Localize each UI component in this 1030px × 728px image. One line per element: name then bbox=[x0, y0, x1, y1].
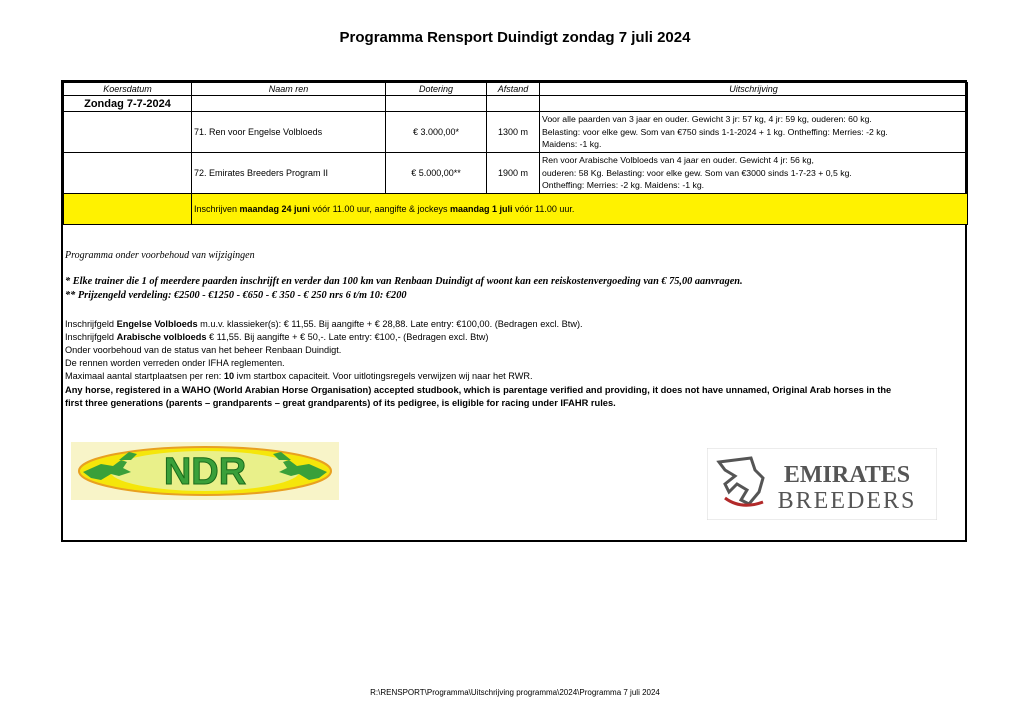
condition-line: Belasting: voor elke gew. Som van €750 sinds 1-1-2024 + 1 kg. Ontheffing: Merries: -2 kg. bbox=[542, 126, 888, 137]
race-distance: 1300 m bbox=[487, 112, 540, 153]
emirates-breeders-logo bbox=[707, 448, 937, 520]
ndr-logo bbox=[71, 442, 339, 500]
header-naam-ren: Naam ren bbox=[192, 83, 386, 96]
startbox-note: Maximaal aantal startplaatsen per ren: 10 ivm startbox capaciteit. Voor uitlotingsregels verwijzen wij naar het RWR. bbox=[65, 371, 533, 381]
race-name: 71. Ren voor Engelse Volbloeds bbox=[192, 112, 386, 153]
disclaimer: Programma onder voorbehoud van wijzigingen bbox=[65, 250, 255, 261]
program-frame bbox=[61, 80, 967, 542]
condition-line: Voor alle paarden van 3 jaar en ouder. Gewicht 3 jr: 57 kg, 4 jr: 59 kg, ouderen: 60 kg. bbox=[542, 114, 872, 125]
notes-section bbox=[65, 250, 965, 410]
trainer-travel-note: * Elke trainer die 1 of meerdere paarden inschrijft en verder dan 100 km van Renbaan Duindigt af woont kan een reiskostenvergoeding van € 75,00 aanvragen. bbox=[65, 276, 743, 287]
race-name: 72. Emirates Breeders Program II bbox=[192, 153, 386, 194]
race-distance: 1900 m bbox=[487, 153, 540, 194]
fee-arab: Inschrijfgeld Arabische volbloeds € 11,55. Bij aangifte + € 50,-. Late entry: €100,- (Bedragen excl. Btw) bbox=[65, 332, 489, 342]
table-header-row bbox=[64, 83, 968, 96]
ndr-wordmark: NDR bbox=[163, 451, 247, 493]
condition-line: Maidens: -1 kg. bbox=[542, 139, 602, 150]
program-table bbox=[63, 82, 968, 225]
table-row bbox=[64, 153, 968, 194]
entry-deadline-notice: Inschrijven maandag 24 juni vóór 11.00 uur, aangifte & jockeys maandag 1 juli vóór 11.00 uur. bbox=[192, 194, 968, 225]
header-afstand: Afstand bbox=[487, 83, 540, 96]
page-title: Programma Rensport Duindigt zondag 7 juli 2024 bbox=[339, 29, 691, 46]
prize-split-note: ** Prijzengeld verdeling: €2500 - €1250 - €650 - € 350 - € 250 nrs 6 t/m 10: €200 bbox=[65, 290, 407, 301]
ifha-note: De rennen worden verreden onder IFHA reglementen. bbox=[65, 358, 285, 368]
breeders-wordmark: BREEDERS bbox=[777, 488, 917, 514]
race-prize: € 3.000,00* bbox=[386, 112, 487, 153]
emirates-wordmark: EMIRATES bbox=[783, 462, 911, 488]
footer-file-path: R:\RENSPORT\Programma\Uitschrijving programma\2024\Programma 7 juli 2024 bbox=[370, 688, 660, 697]
date-row bbox=[64, 96, 968, 112]
header-dotering: Dotering bbox=[386, 83, 487, 96]
waho-note: Any horse, registered in a WAHO (World Arabian Horse Organisation) accepted studbook, which is parentage verified and providing, it does not have unnamed, Original Arab horses in the first three generations (parents – grandparents – great grandparents) of its pedigree, is eligible for racing under IFAHR rules. bbox=[65, 385, 892, 408]
race-conditions bbox=[540, 153, 968, 194]
header-koersdatum: Koersdatum bbox=[64, 83, 192, 96]
table-row bbox=[64, 112, 968, 153]
race-date: Zondag 7-7-2024 bbox=[64, 96, 192, 112]
fee-english: Inschrijfgeld Engelse Volbloeds m.u.v. klassieker(s): € 11,55. Bij aangifte + € 28,88. Late entry: €100,00. (Bedragen excl. Btw). bbox=[65, 319, 583, 329]
condition-line: ouderen: 58 Kg. Belasting: voor elke gew. Som van €3000 sinds 1-7-23 + 0,5 kg. bbox=[542, 167, 852, 178]
condition-line: Ontheffing: Merries: -2 kg. Maidens: -1 kg. bbox=[542, 180, 705, 191]
race-conditions bbox=[540, 112, 968, 153]
condition-line: Ren voor Arabische Volbloeds van 4 jaar en ouder. Gewicht 4 jr: 56 kg, bbox=[542, 155, 814, 166]
header-uitschrijving: Uitschrijving bbox=[540, 83, 968, 96]
race-prize: € 5.000,00** bbox=[386, 153, 487, 194]
status-note: Onder voorbehoud van de status van het beheer Renbaan Duindigt. bbox=[65, 345, 342, 355]
entry-deadline-row bbox=[64, 194, 968, 225]
